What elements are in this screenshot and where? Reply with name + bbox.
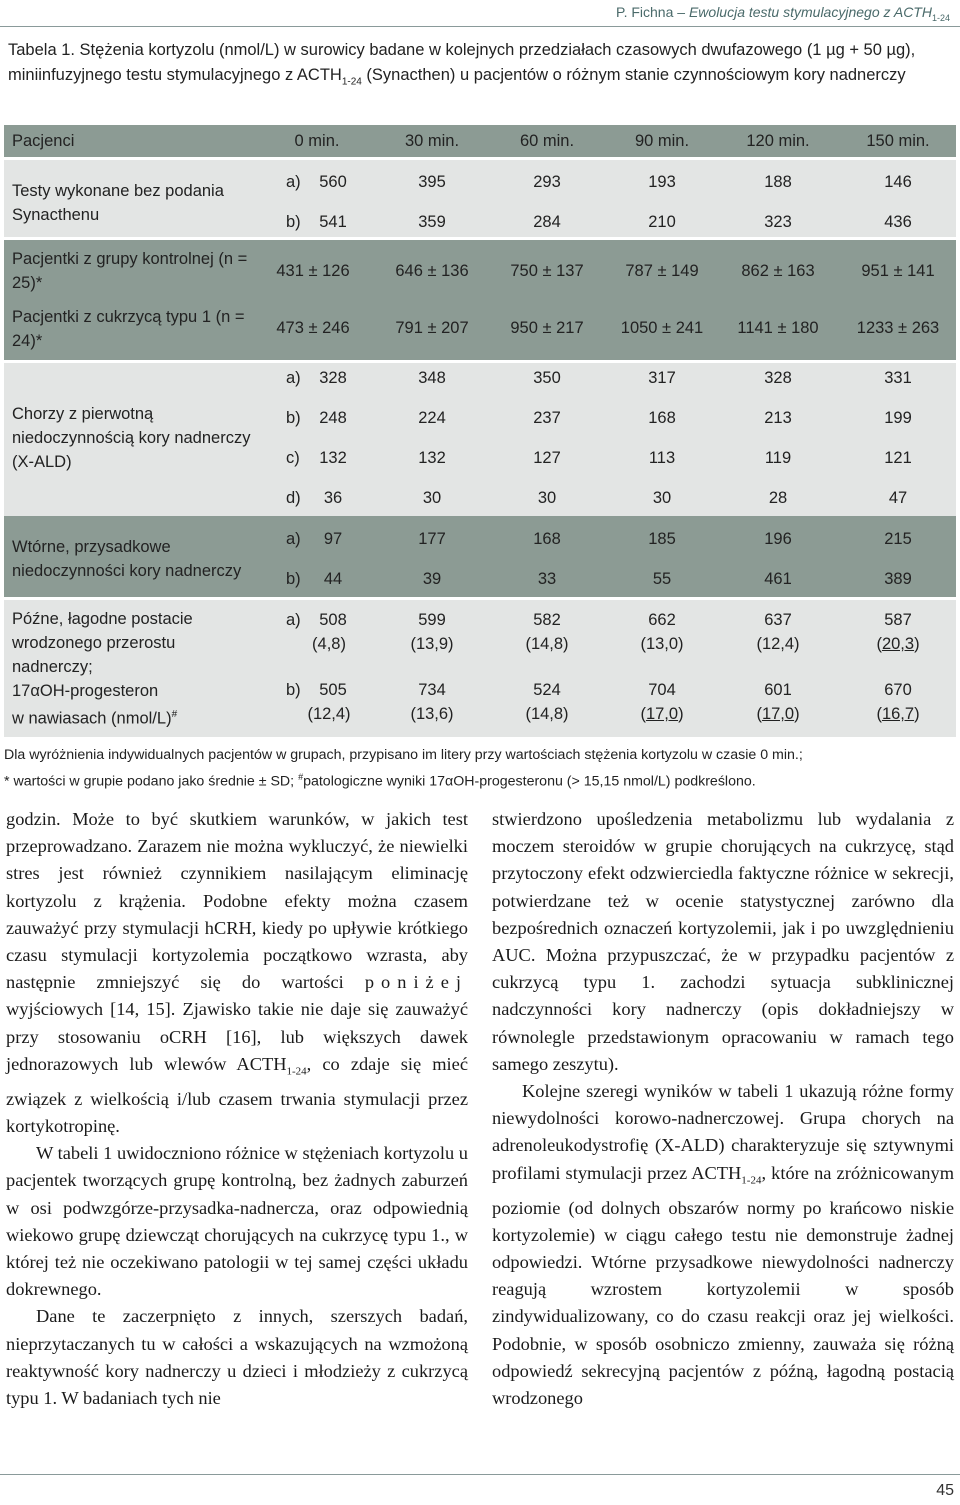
secondary-value-cell: 461 [764, 570, 792, 588]
table-caption [8, 38, 952, 94]
paragraph [492, 1078, 954, 1412]
xald-value-cell: 132 [319, 449, 347, 467]
cah-progesterone-part: ) [794, 705, 800, 723]
running-header [616, 4, 950, 23]
xald-value-cell: 328 [319, 369, 347, 387]
cah-progesterone-part: ( [876, 705, 882, 723]
cah-progesterone-cell: (4,8) [312, 635, 346, 653]
cah-row-letter: a) [286, 611, 301, 629]
cah-progesterone-cell: (12,4) [756, 635, 800, 653]
no-synacthen-value-cell: 193 [648, 173, 676, 191]
spaced-word: poniżej [364, 972, 468, 993]
header-150min: 150 min. [866, 132, 930, 150]
header-30min: 30 min. [404, 132, 460, 150]
secondary-value-cell: 185 [648, 530, 676, 548]
cah-value-cell: 524 [533, 681, 561, 699]
cah-label-line: wrodzonego przerostu [12, 634, 176, 652]
row-separator [4, 360, 956, 363]
page-number: 45 [936, 1482, 954, 1499]
diabetes-value-cell: 1141 ± 180 [737, 319, 819, 337]
xald-value-cell: 317 [648, 369, 676, 387]
no-synacthen-value-cell: 188 [764, 173, 792, 191]
row-separator [4, 597, 956, 600]
no-synacthen-value-cell: 395 [418, 173, 446, 191]
xald-value-cell: 119 [764, 449, 792, 467]
cah-value-cell: 637 [764, 611, 792, 629]
header-60min: 60 min. [519, 132, 575, 150]
running-header-sub: 1-24 [931, 12, 950, 23]
cah-progesterone-part: ) [914, 635, 920, 653]
xald-value-cell: 28 [768, 489, 788, 507]
no-synacthen-row-letter: b) [286, 213, 301, 231]
control-value-cell: 787 ± 149 [625, 262, 699, 280]
cah-progesterone-cell [756, 703, 799, 725]
control-value-cell: 862 ± 163 [741, 262, 815, 280]
cah-row-letter: b) [286, 681, 301, 699]
footnote-sup: # [298, 772, 304, 782]
cortisol-table [4, 125, 956, 737]
group-diabetes-label: Pacjentki z cukrzycą typu 1 (n = 24)* [12, 308, 245, 350]
control-value-cell: 431 ± 126 [276, 262, 350, 280]
xald-value-cell: 132 [418, 449, 446, 467]
secondary-value-cell: 55 [652, 570, 672, 588]
footnote-line2-start: * wartości w grupie podano jako średnie ± SD; [4, 773, 299, 790]
xald-value-cell: 30 [652, 489, 672, 507]
no-synacthen-value-cell: 210 [648, 213, 676, 231]
diabetes-value-cell: 1050 ± 241 [620, 319, 704, 337]
secondary-value-cell: 168 [533, 530, 561, 548]
paragraph: W tabeli 1 uwidoczniono różnice w stężeniach kortyzolu u pacjentek tworzących grupę kontrolną, bez żadnych zaburzeń w osi podwzgórze-przysadka-nadnercza, oraz odpowiednią wiekowo grupę dziewcząt chorujących na cukrzycę typu 1., w której też nie oczekiwano patologii w tej samej części układu dokrewnego. [6, 1143, 468, 1300]
no-synacthen-value-cell: 323 [764, 213, 792, 231]
cah-progesterone-cell: (13,0) [640, 635, 684, 653]
table-header-row [4, 125, 956, 157]
cah-progesterone-cell: (13,9) [410, 635, 454, 653]
cah-label-line: Późne, łagodne postacie [12, 610, 193, 628]
xald-row-letter: d) [286, 489, 301, 507]
xald-value-cell: 47 [888, 489, 908, 507]
control-value-cell: 646 ± 136 [395, 262, 469, 280]
xald-value-cell: 30 [537, 489, 557, 507]
no-synacthen-row-letter: a) [286, 173, 301, 191]
cah-progesterone-part: 17,0 [761, 705, 795, 723]
cah-value-cell: 734 [418, 681, 446, 699]
secondary-value-cell: 97 [323, 530, 343, 548]
cah-value-cell: 704 [648, 681, 676, 699]
group-control-label: Pacjentki z grupy kontrolnej (n = 25)* [12, 250, 248, 292]
no-synacthen-value-cell: 284 [533, 213, 561, 231]
group-secondary-label: Wtórne, przysadkowe niedoczynności kory nadnerczy [12, 538, 242, 580]
cah-value-cell: 587 [884, 611, 912, 629]
cah-progesterone-cell [876, 633, 919, 655]
secondary-value-cell: 44 [323, 570, 343, 588]
cah-value-cell: 670 [884, 681, 912, 699]
diabetes-value-cell: 791 ± 207 [395, 319, 469, 337]
paragraph-text: , co zdaje się mieć związek z wielkością i/lub czasem trwania stymulacji przez kortykotropinę. [6, 1053, 468, 1136]
body-column-right [492, 806, 954, 1412]
xald-value-cell: 113 [648, 449, 676, 467]
cah-value-cell: 599 [418, 611, 446, 629]
diabetes-value-cell: 1233 ± 263 [856, 319, 940, 337]
header-90min: 90 min. [634, 132, 690, 150]
paragraph: Dane te zaczerpnięto z innych, szerszych badań, nieprzytaczanych tu w całości a wskazujących na wzmożoną reaktywność kory nadnerczy u dzieci i młodzieży z cukrzycą typu 1. W badaniach tych nie [6, 1306, 468, 1408]
cah-label-sup: # [171, 709, 178, 720]
row-separator [4, 157, 956, 160]
body-column-left [6, 806, 468, 1412]
cah-value-cell: 601 [764, 681, 792, 699]
cah-progesterone-cell: (13,6) [410, 705, 454, 723]
xald-value-cell: 328 [764, 369, 792, 387]
xald-value-cell: 36 [323, 489, 343, 507]
group-xald-label: Chorzy z pierwotną niedoczynnością kory nadnerczy (X-ALD) [12, 405, 251, 471]
xald-value-cell: 331 [884, 369, 912, 387]
xald-value-cell: 237 [533, 409, 561, 427]
table-footnote [4, 744, 956, 793]
cah-progesterone-part: ) [678, 705, 684, 723]
no-synacthen-value-cell: 436 [884, 213, 912, 231]
cah-progesterone-part: ( [756, 705, 762, 723]
secondary-row-letter: b) [286, 570, 301, 588]
xald-value-cell: 213 [764, 409, 792, 427]
control-value-cell: 951 ± 141 [861, 262, 935, 280]
cah-progesterone-part: ) [914, 705, 920, 723]
cah-value-cell: 582 [533, 611, 561, 629]
cah-label-line: 17αOH-progesteron [12, 682, 159, 700]
xald-value-cell: 168 [648, 409, 676, 427]
cah-value-cell: 662 [648, 611, 676, 629]
paragraph-text: godzin. Może to być skutkiem warunków, w jakich test przeprowadzano. Zarazem nie można wykluczyć, że niewielki stres jest również czynnikiem nasilającym eliminację kortyzolu z krążenia. Podobne efekty można czasem zauważyć przy stymulacji hCRH, kiedy po upływie krótkiego czasu stymulacji kortyzolemia początkowo wzrasta, aby następnie zmniejszyć się do wartości [6, 809, 468, 993]
xald-value-cell: 30 [422, 489, 442, 507]
control-value-cell: 750 ± 137 [510, 262, 584, 280]
cah-progesterone-part: ( [640, 705, 646, 723]
running-header-prefix: P. Fichna – [616, 4, 689, 20]
paragraph-text: , które na zróżnicowanym poziomie (od dolnych obszarów normy po krańcowo niskie kortyzolemie) w ciągu całego testu nie demonstruje żadnej odpowiedzi. Wtórne przysadkowe niewydolności nadnerczy reagują wzrostem kortyzolemii w sposób zindywidualizowany, co do czasu reakcji oraz jej wielkości. Podobnie, w sposób osobniczo zmienny, zauważa się różną odpowiedź sekrecyjną pacjentów z późną, łagodną postacią wrodzonego [492, 1162, 955, 1408]
xald-row-letter: b) [286, 409, 301, 427]
header-patients: Pacjenci [12, 132, 75, 150]
xald-value-cell: 348 [418, 369, 446, 387]
running-header-title: Ewolucja testu stymulacyjnego z ACTH [688, 4, 932, 20]
cah-progesterone-cell: (14,8) [525, 635, 569, 653]
xald-value-cell: 121 [884, 449, 912, 467]
row-separator [4, 237, 956, 240]
diabetes-value-cell: 473 ± 246 [276, 319, 350, 337]
paragraph-text: Kolejne szeregi wyników w tabeli 1 ukazują różne formy niewydolności korowo-nadnerczowej. Grupa chorych na adrenoleukodystrofię (X-ALD) charakteryzuje się sztywnymi profilami stymulacji przez ACTH [492, 1081, 954, 1183]
xald-value-cell: 224 [418, 409, 446, 427]
diabetes-value-cell: 950 ± 217 [510, 319, 584, 337]
paragraph: stwierdzono upośledzenia metabolizmu lub wydalania z moczem steroidów w grupie chorujących na cukrzycę, stąd przytoczony efekt odzwierciedla faktyczne różnice w sekrecji, potwierdzane też w ocenie statystycznej zarówno dla bezpośrednich oznaczeń kortyzolemii, jak i po uwzględnieniu AUC. Można przypuszczać, że w przypadku pacjentów z cukrzycą typu 1. zachodzi sytuacja subklinicznej nadczynności kory nadnerczy (opis dokładniejszy w równolegle przedstawionym opracowaniu w ramach tego samego zeszytu). [492, 809, 954, 1074]
no-synacthen-value-cell: 293 [533, 173, 561, 191]
xald-row-letter: c) [286, 449, 300, 467]
xald-value-cell: 350 [533, 369, 561, 387]
cah-progesterone-cell [640, 703, 683, 725]
secondary-value-cell: 215 [884, 530, 912, 548]
xald-row-letter: a) [286, 369, 301, 387]
caption-text: Tabela 1. Stężenia kortyzolu (nmol/L) w surowicy badane w kolejnych przedziałach czasowych dwufazowego (1 µg + 50 µg), miniinfuzyjnego testu stymulacyjnego z ACTH [8, 41, 916, 84]
cah-progesterone-part: 20,3 [881, 635, 915, 653]
no-synacthen-value-cell: 146 [884, 173, 912, 191]
footnote-line2 [4, 766, 956, 793]
xald-value-cell: 248 [319, 409, 347, 427]
secondary-value-cell: 177 [418, 530, 446, 548]
paragraph-text: wyjściowych [14, 15]. Zjawisko takie nie daje się zauważyć przy stosowaniu oCRH [16], lub większych dawek jednorazowych lub wlewów ACTH [6, 999, 468, 1074]
secondary-value-cell: 196 [764, 530, 792, 548]
cah-progesterone-cell [876, 703, 919, 725]
header-120min: 120 min. [746, 132, 810, 150]
paragraph [6, 806, 468, 1140]
no-synacthen-value-cell: 541 [319, 213, 347, 231]
no-synacthen-value-cell: 560 [319, 173, 347, 191]
cah-label-line: w nawiasach (nmol/L) [12, 709, 172, 728]
cah-progesterone-part: ( [876, 635, 882, 653]
group-cah-label [12, 607, 262, 731]
secondary-value-cell: 33 [537, 570, 557, 588]
cah-value-cell: 505 [319, 681, 347, 699]
header-rule [0, 26, 960, 27]
cah-progesterone-cell: (14,8) [525, 705, 569, 723]
cah-progesterone-part: 16,7 [881, 705, 915, 723]
cah-progesterone-cell: (12,4) [307, 705, 351, 723]
footnote-line1: Dla wyróżnienia indywidualnych pacjentów w grupach, przypisano im litery przy wartościach stężenia kortyzolu w czasie 0 min.; [4, 747, 803, 763]
footer-rule [0, 1474, 960, 1475]
secondary-value-cell: 39 [422, 570, 442, 588]
secondary-row-letter: a) [286, 530, 301, 548]
cah-value-cell: 508 [319, 611, 347, 629]
cah-label-line: nadnerczy; [12, 658, 93, 676]
caption-sub: 1-24 [341, 76, 362, 88]
acth-sub: 1-24 [286, 1065, 307, 1078]
group-no-synacthen-label: Testy wykonane bez podania Synacthenu [12, 182, 224, 224]
caption-text-end: (Synacthen) u pacjentów o różnym stanie czynnościowym kory nadnerczy [361, 66, 906, 84]
footnote-line2-end: patologiczne wyniki 17αOH-progesteronu (> 15,15 nmol/L) podkreślono. [303, 773, 756, 790]
no-synacthen-value-cell: 359 [418, 213, 446, 231]
xald-value-cell: 199 [884, 409, 912, 427]
secondary-value-cell: 389 [884, 570, 912, 588]
xald-value-cell: 127 [533, 449, 561, 467]
header-0min: 0 min. [294, 132, 340, 150]
acth-sub: 1-24 [741, 1174, 762, 1187]
cah-progesterone-part: 17,0 [645, 705, 679, 723]
